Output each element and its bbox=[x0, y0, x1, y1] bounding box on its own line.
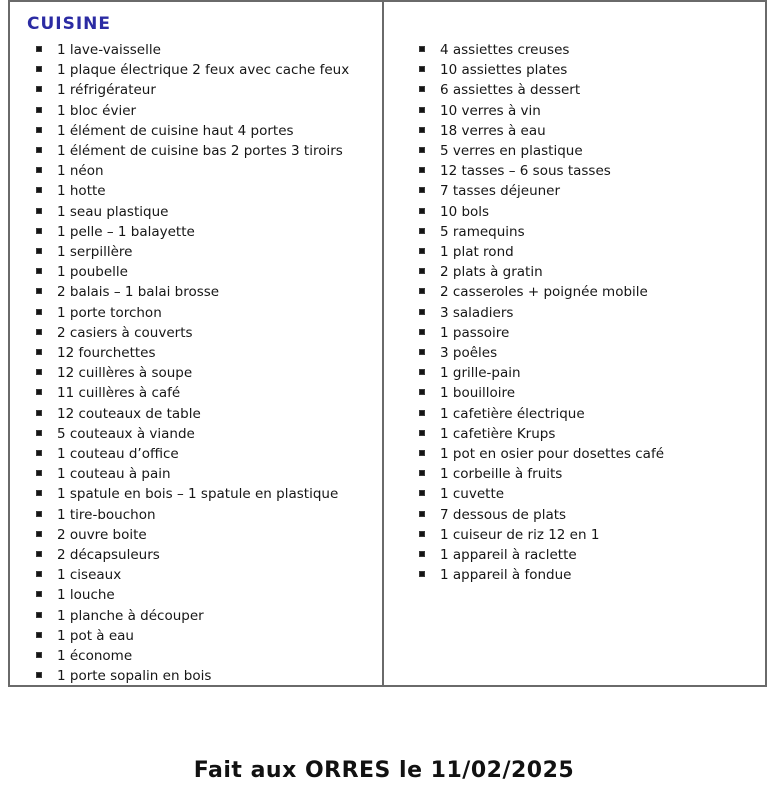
list-item bbox=[410, 545, 759, 565]
bullet-square-icon bbox=[420, 108, 424, 112]
list-item bbox=[27, 626, 376, 646]
footer-note: Fait aux ORRES le 11/02/2025 bbox=[193, 758, 575, 783]
bullet-square-icon bbox=[37, 47, 41, 51]
list-item bbox=[27, 262, 376, 282]
list-item-label: 1 couteau à pain bbox=[57, 466, 171, 483]
list-item-label: 1 hotte bbox=[57, 183, 106, 200]
list-item bbox=[27, 363, 376, 383]
list-item bbox=[27, 404, 376, 424]
list-item bbox=[27, 141, 376, 161]
list-item-label: 2 ouvre boite bbox=[57, 526, 147, 543]
bullet-square-icon bbox=[420, 350, 424, 354]
bullet-square-icon bbox=[420, 47, 424, 51]
list-item-label: 7 dessous de plats bbox=[440, 506, 567, 523]
list-item bbox=[27, 424, 376, 444]
list-item bbox=[410, 121, 759, 141]
column-right bbox=[384, 2, 765, 685]
list-item bbox=[27, 383, 376, 403]
list-item bbox=[27, 181, 376, 201]
column-left bbox=[10, 2, 384, 685]
list-item-label: 2 plats à gratin bbox=[440, 264, 543, 281]
bullet-square-icon bbox=[37, 390, 41, 394]
list-item bbox=[410, 181, 759, 201]
list-item-label: 1 lave-vaisselle bbox=[57, 42, 161, 58]
bullet-square-icon bbox=[420, 552, 424, 556]
list-item-label: 1 porte torchon bbox=[57, 304, 162, 321]
bullet-square-icon bbox=[420, 491, 424, 495]
list-item bbox=[410, 565, 759, 585]
list-item-label: 1 seau plastique bbox=[57, 203, 169, 220]
bullet-square-icon bbox=[420, 87, 424, 91]
list-item-label: 3 saladiers bbox=[440, 304, 514, 321]
list-item-label: 1 couteau d’office bbox=[57, 446, 179, 463]
list-item-label: 1 néon bbox=[57, 163, 104, 180]
bullet-square-icon bbox=[420, 572, 424, 576]
list-item bbox=[27, 343, 376, 363]
list-item bbox=[410, 363, 759, 383]
bullet-square-icon bbox=[37, 532, 41, 536]
list-item-label: 7 tasses déjeuner bbox=[440, 183, 561, 200]
list-item bbox=[410, 323, 759, 343]
list-item-label: 10 assiettes plates bbox=[440, 62, 568, 79]
bullet-square-icon bbox=[420, 289, 424, 293]
list-item-label: 1 élément de cuisine bas 2 portes 3 tiroirs bbox=[57, 143, 343, 160]
bullet-square-icon bbox=[420, 188, 424, 192]
list-item-label: 5 couteaux à viande bbox=[57, 425, 195, 442]
list-item-label: 12 couteaux de table bbox=[57, 405, 201, 422]
bullet-square-icon bbox=[37, 512, 41, 516]
list-item bbox=[27, 666, 376, 685]
list-item-label: 5 ramequins bbox=[440, 223, 525, 240]
bullet-square-icon bbox=[420, 512, 424, 516]
list-item bbox=[410, 505, 759, 525]
list-item bbox=[410, 404, 759, 424]
bullet-square-icon bbox=[37, 471, 41, 475]
list-item bbox=[27, 464, 376, 484]
bullet-square-icon bbox=[420, 128, 424, 132]
list-item-label: 1 bouilloire bbox=[440, 385, 516, 402]
bullet-square-icon bbox=[37, 592, 41, 596]
bullet-square-icon bbox=[420, 209, 424, 213]
bullet-square-icon bbox=[37, 330, 41, 334]
list-item-label: 18 verres à eau bbox=[440, 122, 546, 139]
list-item bbox=[410, 424, 759, 444]
bullet-square-icon bbox=[37, 673, 41, 677]
list-item-label: 1 grille-pain bbox=[440, 365, 521, 382]
list-item-label: 1 corbeille à fruits bbox=[440, 466, 563, 483]
list-item-label: 5 verres en plastique bbox=[440, 143, 583, 160]
bullet-square-icon bbox=[37, 350, 41, 354]
list-item-label: 6 assiettes à dessert bbox=[440, 82, 581, 99]
list-item bbox=[410, 60, 759, 80]
list-item bbox=[27, 606, 376, 626]
list-item-label: 1 plaque électrique 2 feux avec cache feux bbox=[57, 62, 350, 79]
bullet-square-icon bbox=[37, 229, 41, 233]
bullet-square-icon bbox=[37, 289, 41, 293]
list-item-label: 1 appareil à fondue bbox=[440, 567, 572, 584]
bullet-square-icon bbox=[37, 633, 41, 637]
list-item bbox=[27, 646, 376, 666]
list-item-label: 1 économe bbox=[57, 648, 133, 665]
list-item bbox=[27, 222, 376, 242]
list-item bbox=[410, 202, 759, 222]
list-item bbox=[410, 525, 759, 545]
list-item bbox=[27, 121, 376, 141]
list-item-label: 1 cuvette bbox=[440, 486, 505, 503]
list-item-label: 2 balais – 1 balai brosse bbox=[57, 284, 220, 301]
bullet-square-icon bbox=[37, 67, 41, 71]
list-item bbox=[27, 484, 376, 504]
list-item-label: 1 poubelle bbox=[57, 264, 128, 281]
bullet-square-icon bbox=[420, 148, 424, 152]
list-item-label: 4 assiettes creuses bbox=[440, 42, 570, 58]
list-item-label: 1 pelle – 1 balayette bbox=[57, 223, 195, 240]
list-item-label: 12 cuillères à soupe bbox=[57, 365, 193, 382]
list-item bbox=[27, 40, 376, 60]
list-item bbox=[27, 565, 376, 585]
bullet-square-icon bbox=[420, 67, 424, 71]
list-item-label: 1 bloc évier bbox=[57, 102, 137, 119]
list-item-label: 12 tasses – 6 sous tasses bbox=[440, 163, 611, 180]
list-item bbox=[410, 40, 759, 60]
list-item bbox=[27, 202, 376, 222]
bullet-square-icon bbox=[420, 431, 424, 435]
list-item-label: 1 porte sopalin en bois bbox=[57, 668, 212, 685]
bullet-square-icon bbox=[37, 572, 41, 576]
list-item bbox=[410, 282, 759, 302]
list-item-label: 1 planche à découper bbox=[57, 607, 204, 624]
list-item bbox=[27, 161, 376, 181]
bullet-square-icon bbox=[37, 128, 41, 132]
list-item-label: 1 élément de cuisine haut 4 portes bbox=[57, 122, 294, 139]
list-item-label: 1 réfrigérateur bbox=[57, 82, 156, 99]
list-item-label: 1 ciseaux bbox=[57, 567, 122, 584]
list-item bbox=[27, 101, 376, 121]
bullet-square-icon bbox=[420, 471, 424, 475]
list-item bbox=[27, 323, 376, 343]
list-item-label: 1 plat rond bbox=[440, 244, 514, 261]
bullet-square-icon bbox=[37, 209, 41, 213]
list-item bbox=[27, 545, 376, 565]
bullet-square-icon bbox=[420, 229, 424, 233]
bullet-square-icon bbox=[420, 532, 424, 536]
list-item-label: 12 fourchettes bbox=[57, 345, 156, 362]
bullet-square-icon bbox=[37, 552, 41, 556]
list-item-label: 3 poêles bbox=[440, 345, 498, 362]
bullet-square-icon bbox=[37, 310, 41, 314]
list-item-label: 1 appareil à raclette bbox=[440, 547, 577, 564]
bullet-square-icon bbox=[420, 269, 424, 273]
list-item bbox=[410, 383, 759, 403]
bullet-square-icon bbox=[37, 613, 41, 617]
bullet-square-icon bbox=[37, 431, 41, 435]
list-item bbox=[410, 222, 759, 242]
list-item-label: 2 casiers à couverts bbox=[57, 324, 193, 341]
list-item-label: 1 cafetière Krups bbox=[440, 425, 556, 442]
list-item bbox=[410, 242, 759, 262]
list-item bbox=[410, 444, 759, 464]
list-item-label: 1 passoire bbox=[440, 324, 510, 341]
list-item bbox=[27, 444, 376, 464]
bullet-square-icon bbox=[37, 451, 41, 455]
bullet-square-icon bbox=[420, 310, 424, 314]
bullet-square-icon bbox=[37, 370, 41, 374]
left-item-list bbox=[27, 40, 376, 685]
bullet-square-icon bbox=[420, 168, 424, 172]
list-item bbox=[27, 80, 376, 100]
bullet-square-icon bbox=[37, 653, 41, 657]
bullet-square-icon bbox=[37, 87, 41, 91]
bullet-square-icon bbox=[37, 168, 41, 172]
list-item-label: 1 cafetière électrique bbox=[440, 405, 585, 422]
list-item bbox=[27, 303, 376, 323]
list-item bbox=[410, 303, 759, 323]
list-item bbox=[27, 585, 376, 605]
bullet-square-icon bbox=[37, 188, 41, 192]
right-item-list bbox=[410, 40, 759, 585]
bullet-square-icon bbox=[37, 148, 41, 152]
list-item bbox=[410, 161, 759, 181]
bullet-square-icon bbox=[420, 370, 424, 374]
list-item-label: 1 serpillère bbox=[57, 244, 133, 261]
bullet-square-icon bbox=[37, 269, 41, 273]
bullet-square-icon bbox=[420, 451, 424, 455]
list-item-label: 2 décapsuleurs bbox=[57, 547, 160, 564]
list-item bbox=[410, 80, 759, 100]
bullet-square-icon bbox=[420, 249, 424, 253]
list-item bbox=[410, 484, 759, 504]
bullet-square-icon bbox=[37, 491, 41, 495]
list-item bbox=[410, 343, 759, 363]
bullet-square-icon bbox=[37, 249, 41, 253]
list-item bbox=[27, 282, 376, 302]
section-title: CUISINE bbox=[27, 14, 112, 34]
list-item-label: 11 cuillères à café bbox=[57, 385, 181, 402]
list-item-label: 1 spatule en bois – 1 spatule en plastique bbox=[57, 486, 339, 503]
list-item bbox=[410, 464, 759, 484]
bullet-square-icon bbox=[420, 411, 424, 415]
list-item-label: 10 verres à vin bbox=[440, 102, 541, 119]
bullet-square-icon bbox=[420, 390, 424, 394]
bullet-square-icon bbox=[37, 411, 41, 415]
list-item bbox=[410, 262, 759, 282]
list-item-label: 1 louche bbox=[57, 587, 115, 604]
bullet-square-icon bbox=[420, 330, 424, 334]
list-item-label: 1 pot à eau bbox=[57, 627, 134, 644]
list-item bbox=[27, 60, 376, 80]
list-item bbox=[27, 242, 376, 262]
inventory-table bbox=[8, 0, 767, 687]
list-item-label: 10 bols bbox=[440, 203, 490, 220]
list-item-label: 2 casseroles + poignée mobile bbox=[440, 284, 648, 301]
list-item-label: 1 cuiseur de riz 12 en 1 bbox=[440, 526, 600, 543]
bullet-square-icon bbox=[37, 108, 41, 112]
list-item bbox=[410, 101, 759, 121]
list-item bbox=[410, 141, 759, 161]
list-item bbox=[27, 525, 376, 545]
list-item-label: 1 tire-bouchon bbox=[57, 506, 156, 523]
list-item bbox=[27, 505, 376, 525]
list-item-label: 1 pot en osier pour dosettes café bbox=[440, 446, 665, 463]
